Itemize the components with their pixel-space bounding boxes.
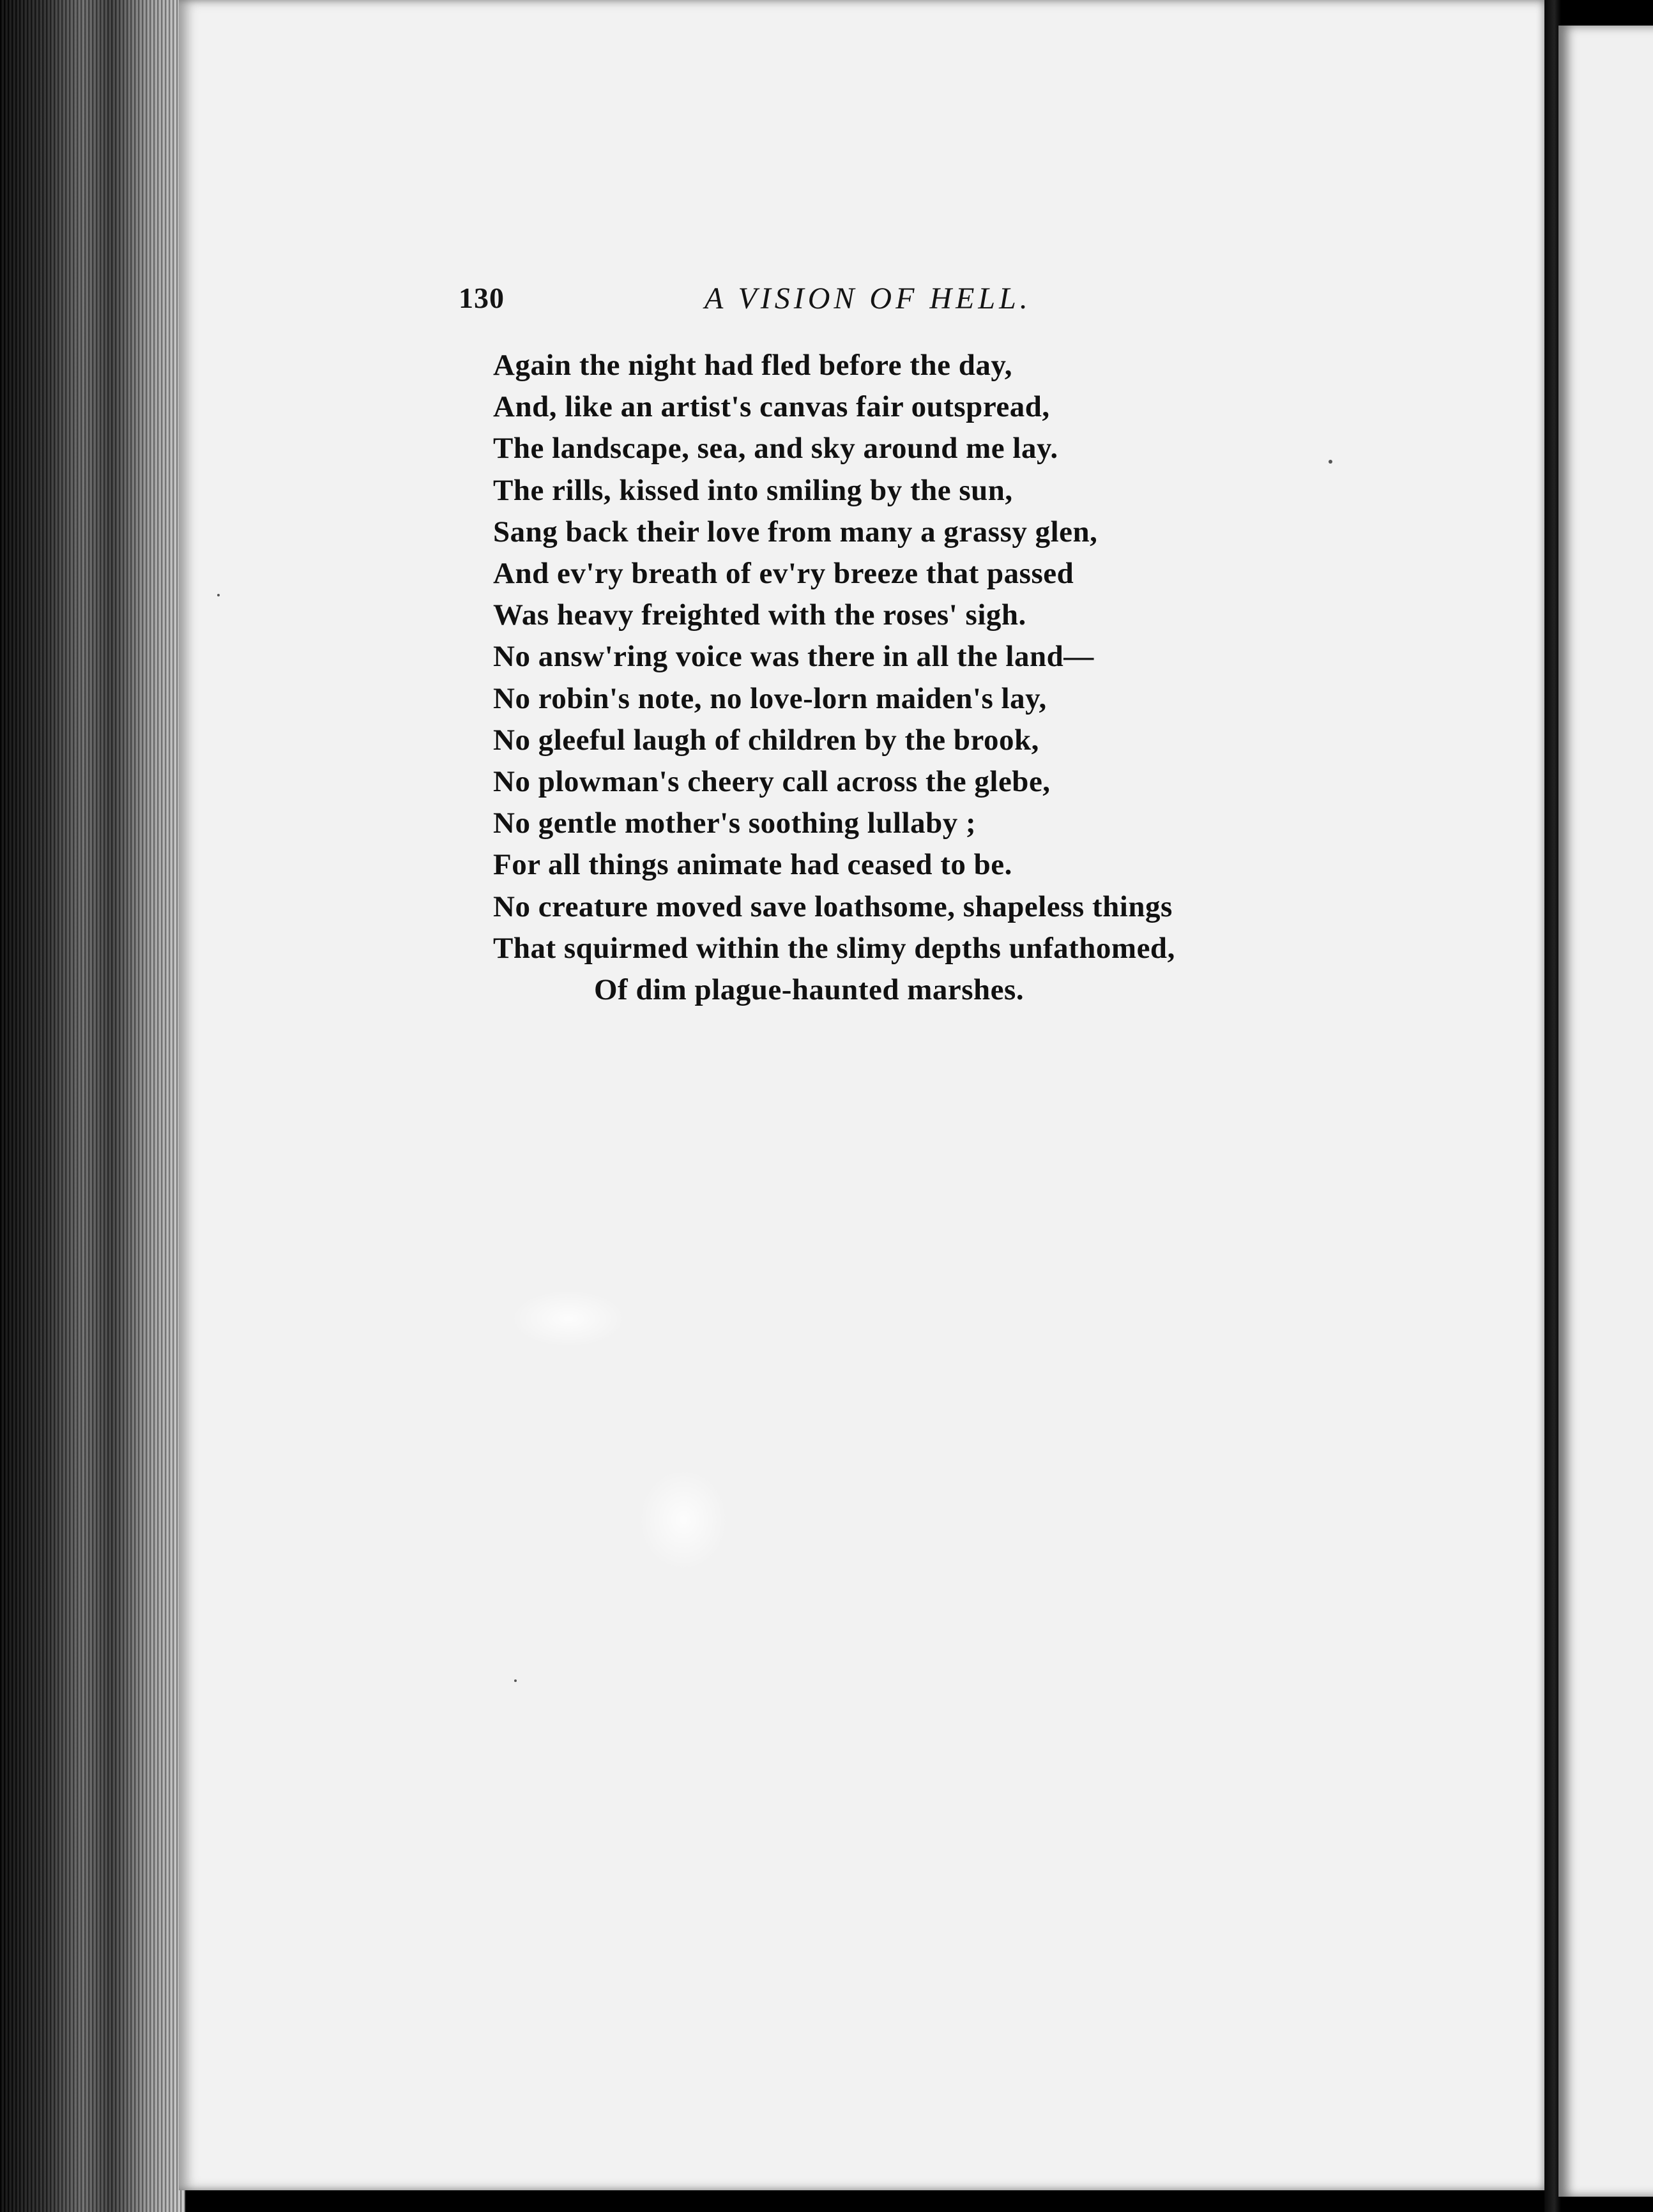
paper-speck (514, 1679, 517, 1682)
poem-line: No answ'ring voice was there in all the land— (493, 640, 1094, 674)
page-edge-texture (0, 0, 185, 2212)
poem-line: No gentle mother's soothing lullaby ; (493, 807, 977, 840)
paper-speck (1329, 460, 1332, 464)
poem-line: The landscape, sea, and sky around me lay. (493, 432, 1058, 466)
paper-speck (217, 594, 220, 596)
paper-stain (639, 1469, 728, 1571)
page-number: 130 (459, 282, 505, 314)
book-page (179, 0, 1546, 2190)
poem-line: No gleeful laugh of children by the brook, (493, 723, 1039, 757)
page-edge-stack (0, 0, 185, 2212)
poem-line: Again the night had fled before the day, (493, 349, 1012, 382)
running-head (459, 281, 1097, 326)
poem-line-indented: Of dim plague-haunted marshes. (594, 973, 1025, 1007)
running-title: A VISION OF HELL. (705, 282, 1032, 315)
poem-line: Sang back their love from many a grassy glen, (493, 515, 1098, 549)
poem-text (493, 345, 1323, 1011)
poem-line: That squirmed within the slimy depths unfathomed, (493, 931, 1175, 965)
paper-stain (511, 1290, 626, 1347)
facing-page-edge (1558, 26, 1653, 2197)
poem-line: Was heavy freighted with the roses' sigh. (493, 598, 1026, 632)
poem-line: No robin's note, no love-lorn maiden's lay, (493, 681, 1047, 715)
poem-line: No plowman's cheery call across the glebe, (493, 765, 1051, 799)
poem-line: The rills, kissed into smiling by the sun, (493, 473, 1013, 507)
poem-line: No creature moved save loathsome, shapeless things (493, 890, 1173, 923)
poem-line: For all things animate had ceased to be. (493, 848, 1012, 882)
poem-line: And ev'ry breath of ev'ry breeze that passed (493, 557, 1074, 591)
poem-line: And, like an artist's canvas fair outspread, (493, 390, 1050, 424)
